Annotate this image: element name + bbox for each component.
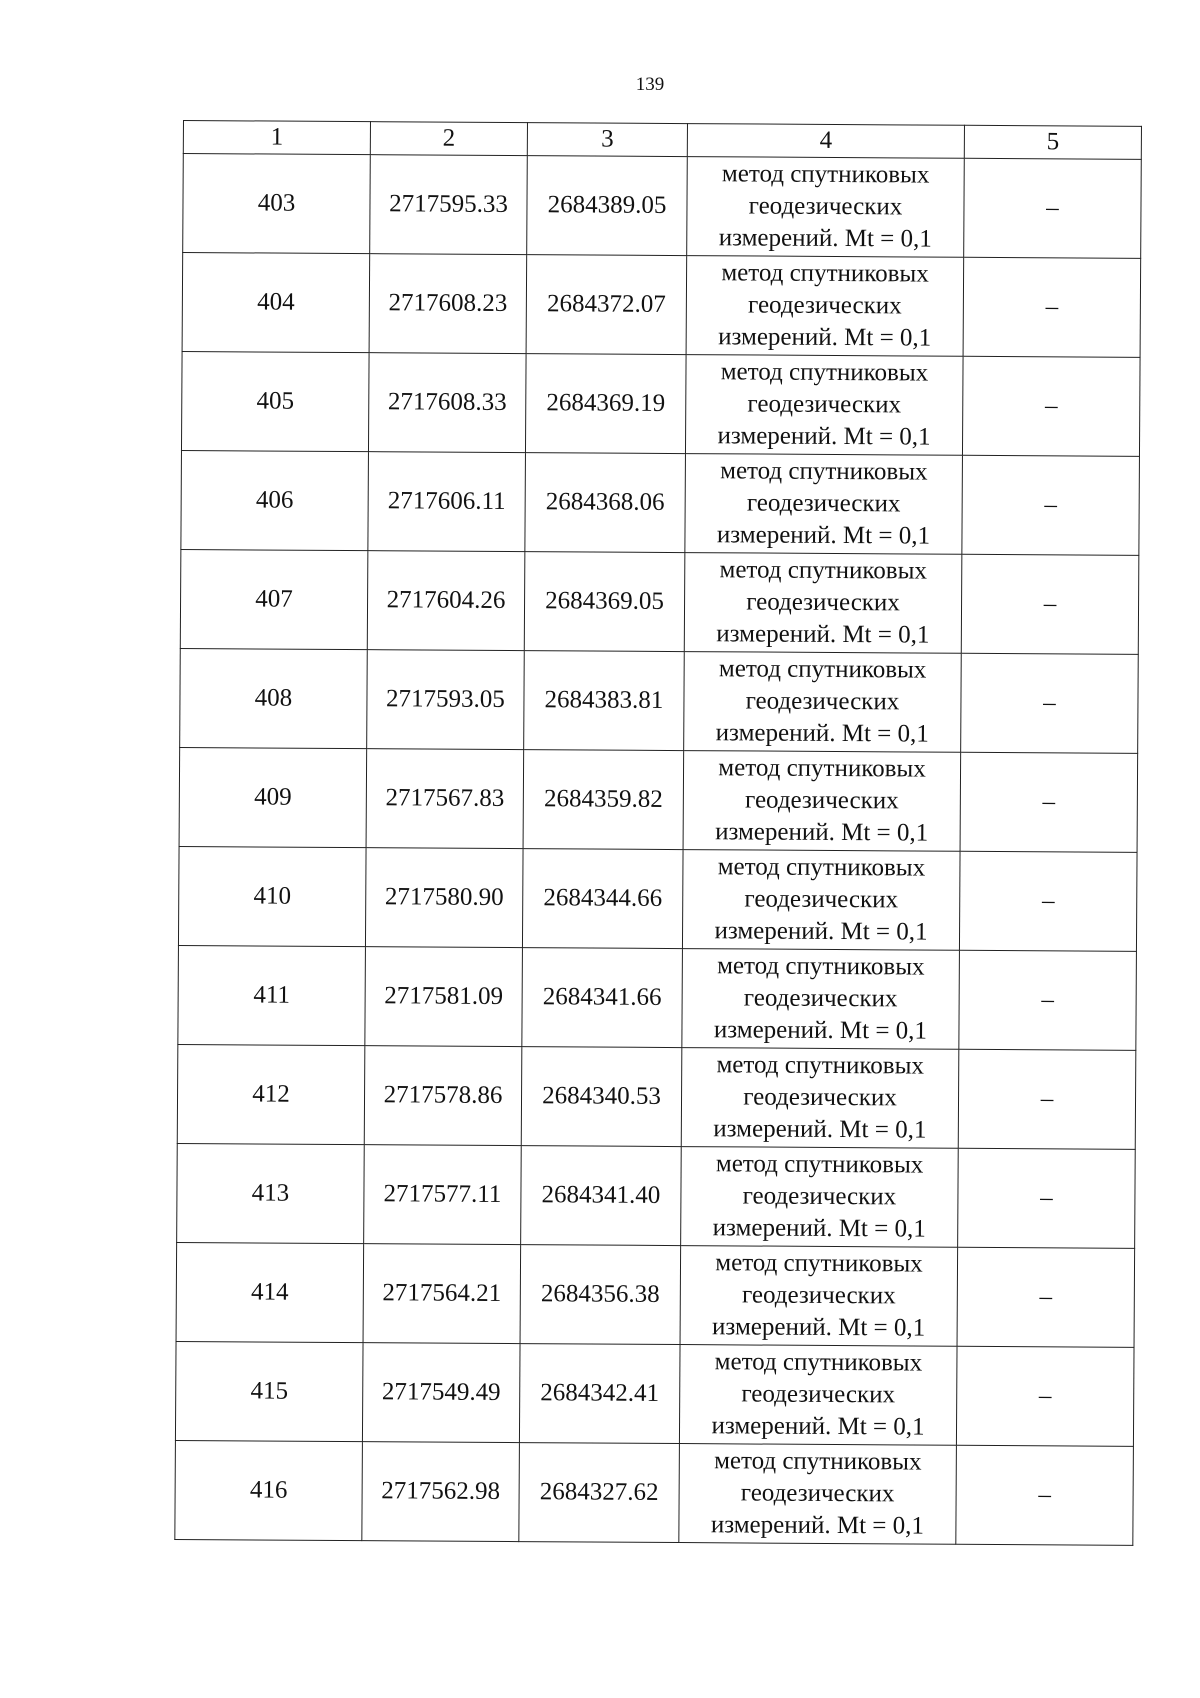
point-number-cell: 406: [181, 450, 369, 550]
y-coordinate-cell: 2684372.07: [526, 255, 687, 355]
table-row: [183, 154, 1142, 259]
note-cell: –: [960, 752, 1138, 852]
x-coordinate-cell: 2717580.90: [365, 848, 523, 948]
method-line: метод спутниковых: [716, 1051, 925, 1080]
method-line: метод спутниковых: [718, 754, 926, 783]
method-cell: [681, 1147, 959, 1248]
point-number-cell: 405: [181, 351, 369, 451]
point-number-cell: 404: [182, 253, 370, 353]
note-cell: –: [957, 1247, 1135, 1347]
x-coordinate-cell: 2717549.49: [362, 1343, 520, 1443]
method-line: измерений. Mt = 0,1: [712, 1313, 926, 1342]
note-cell: –: [956, 1346, 1134, 1446]
x-coordinate-cell: 2717578.86: [364, 1046, 522, 1146]
x-coordinate-cell: 2717595.33: [370, 155, 528, 255]
method-cell: [684, 652, 962, 753]
header-col-4: 4: [687, 124, 964, 159]
method-line: измерений. Mt = 0,1: [714, 917, 928, 946]
x-coordinate-cell: 2717608.33: [368, 353, 526, 453]
method-line: метод спутниковых: [717, 952, 925, 981]
method-line: метод спутниковых: [721, 259, 929, 288]
page-number: 139: [635, 74, 665, 95]
table-row: [181, 450, 1140, 555]
point-number-cell: 412: [177, 1044, 365, 1144]
method-line: геодезических: [740, 1479, 895, 1508]
method-line: измерений. Mt = 0,1: [716, 521, 931, 550]
header-col-1: 1: [183, 121, 370, 155]
table-row: [176, 1242, 1135, 1347]
y-coordinate-cell: 2684341.40: [521, 1146, 682, 1246]
point-number-cell: 415: [175, 1341, 363, 1441]
method-line: геодезических: [744, 885, 899, 914]
method-line: геодезических: [746, 489, 901, 518]
x-coordinate-cell: 2717608.23: [369, 254, 527, 354]
method-line: геодезических: [744, 786, 899, 815]
note-cell: –: [962, 356, 1140, 456]
table-row: [175, 1341, 1134, 1446]
table-row: [178, 846, 1137, 951]
note-cell: –: [959, 950, 1137, 1050]
method-cell: [685, 355, 963, 456]
y-coordinate-cell: 2684383.81: [524, 651, 685, 751]
method-cell: [682, 949, 960, 1050]
y-coordinate-cell: 2684369.19: [525, 354, 686, 454]
method-line: метод спутниковых: [715, 1150, 924, 1179]
y-coordinate-cell: 2684342.41: [519, 1344, 680, 1444]
method-line: измерений. Mt = 0,1: [712, 1214, 926, 1243]
method-line: геодезических: [742, 1182, 897, 1211]
method-cell: [687, 157, 965, 258]
y-coordinate-cell: 2684344.66: [522, 849, 683, 949]
table-row: [178, 945, 1137, 1050]
point-number-cell: 411: [178, 945, 366, 1045]
method-cell: [680, 1246, 958, 1347]
header-col-5: 5: [964, 125, 1141, 159]
table-row: [177, 1143, 1136, 1248]
point-number-cell: 410: [178, 846, 366, 946]
method-cell: [686, 256, 964, 357]
y-coordinate-cell: 2684340.53: [521, 1047, 682, 1147]
coordinates-table: [174, 120, 1142, 1546]
method-cell: [679, 1345, 957, 1446]
table-row: [177, 1044, 1136, 1149]
x-coordinate-cell: 2717562.98: [362, 1442, 520, 1542]
table-row: [182, 253, 1141, 358]
table-row: [180, 648, 1139, 753]
method-line: метод спутниковых: [719, 556, 928, 585]
method-line: метод спутниковых: [717, 853, 926, 882]
note-cell: –: [961, 653, 1139, 753]
note-cell: –: [961, 554, 1139, 654]
method-line: измерений. Mt = 0,1: [718, 224, 932, 253]
method-line: геодезических: [748, 192, 903, 221]
method-line: измерений. Mt = 0,1: [711, 1412, 925, 1441]
x-coordinate-cell: 2717606.11: [368, 452, 526, 552]
method-line: измерений. Mt = 0,1: [718, 323, 932, 352]
method-cell: [682, 850, 960, 951]
method-line: геодезических: [746, 588, 900, 617]
header-col-2: 2: [370, 122, 527, 156]
note-cell: –: [958, 1148, 1136, 1248]
method-cell: [685, 454, 963, 555]
point-number-cell: 416: [175, 1440, 363, 1540]
header-col-3: 3: [527, 123, 687, 157]
method-cell: [679, 1444, 957, 1545]
table-row: [179, 747, 1138, 852]
x-coordinate-cell: 2717604.26: [367, 551, 525, 651]
y-coordinate-cell: 2684368.06: [525, 453, 686, 553]
method-line: измерений. Mt = 0,1: [715, 719, 929, 748]
method-line: геодезических: [748, 291, 902, 320]
method-line: геодезических: [741, 1281, 896, 1310]
x-coordinate-cell: 2717577.11: [364, 1145, 522, 1245]
y-coordinate-cell: 2684389.05: [527, 156, 688, 256]
point-number-cell: 409: [179, 747, 367, 847]
note-cell: –: [964, 158, 1142, 258]
method-cell: [681, 1048, 959, 1149]
x-coordinate-cell: 2717593.05: [367, 650, 525, 750]
method-cell: [683, 751, 961, 852]
x-coordinate-cell: 2717564.21: [363, 1244, 521, 1344]
method-line: геодезических: [743, 1083, 897, 1112]
method-line: измерений. Mt = 0,1: [713, 1115, 927, 1144]
y-coordinate-cell: 2684356.38: [520, 1245, 681, 1345]
point-number-cell: 407: [180, 549, 368, 649]
method-line: измерений. Mt = 0,1: [717, 422, 931, 451]
method-line: метод спутниковых: [720, 358, 929, 387]
note-cell: –: [962, 455, 1140, 555]
method-cell: [684, 553, 962, 654]
method-line: измерений. Mt = 0,1: [716, 620, 930, 649]
method-line: геодезических: [747, 390, 902, 419]
method-line: метод спутниковых: [714, 1348, 923, 1377]
point-number-cell: 413: [177, 1143, 365, 1243]
method-line: измерений. Mt = 0,1: [713, 1016, 928, 1045]
note-cell: –: [958, 1049, 1136, 1149]
table-row: [180, 549, 1139, 654]
method-line: метод спутниковых: [721, 160, 930, 189]
method-line: метод спутниковых: [720, 457, 928, 486]
point-number-cell: 414: [176, 1242, 364, 1342]
y-coordinate-cell: 2684327.62: [519, 1443, 680, 1543]
y-coordinate-cell: 2684341.66: [522, 948, 683, 1048]
method-line: метод спутниковых: [718, 655, 927, 684]
method-line: измерений. Mt = 0,1: [715, 818, 929, 847]
y-coordinate-cell: 2684359.82: [523, 750, 684, 850]
note-cell: –: [956, 1445, 1134, 1545]
x-coordinate-cell: 2717581.09: [365, 947, 523, 1047]
note-cell: –: [959, 851, 1137, 951]
point-number-cell: 403: [183, 154, 371, 254]
method-line: геодезических: [743, 984, 898, 1013]
table-body: [175, 154, 1141, 1546]
method-line: метод спутниковых: [715, 1249, 923, 1278]
method-line: измерений. Mt = 0,1: [710, 1511, 925, 1540]
note-cell: –: [963, 257, 1141, 357]
method-line: метод спутниковых: [714, 1447, 922, 1476]
method-line: геодезических: [741, 1380, 896, 1409]
y-coordinate-cell: 2684369.05: [524, 552, 685, 652]
table-row: [175, 1440, 1134, 1545]
x-coordinate-cell: 2717567.83: [366, 749, 524, 849]
table-row: [181, 351, 1140, 456]
method-line: геодезических: [745, 687, 900, 716]
point-number-cell: 408: [180, 648, 368, 748]
